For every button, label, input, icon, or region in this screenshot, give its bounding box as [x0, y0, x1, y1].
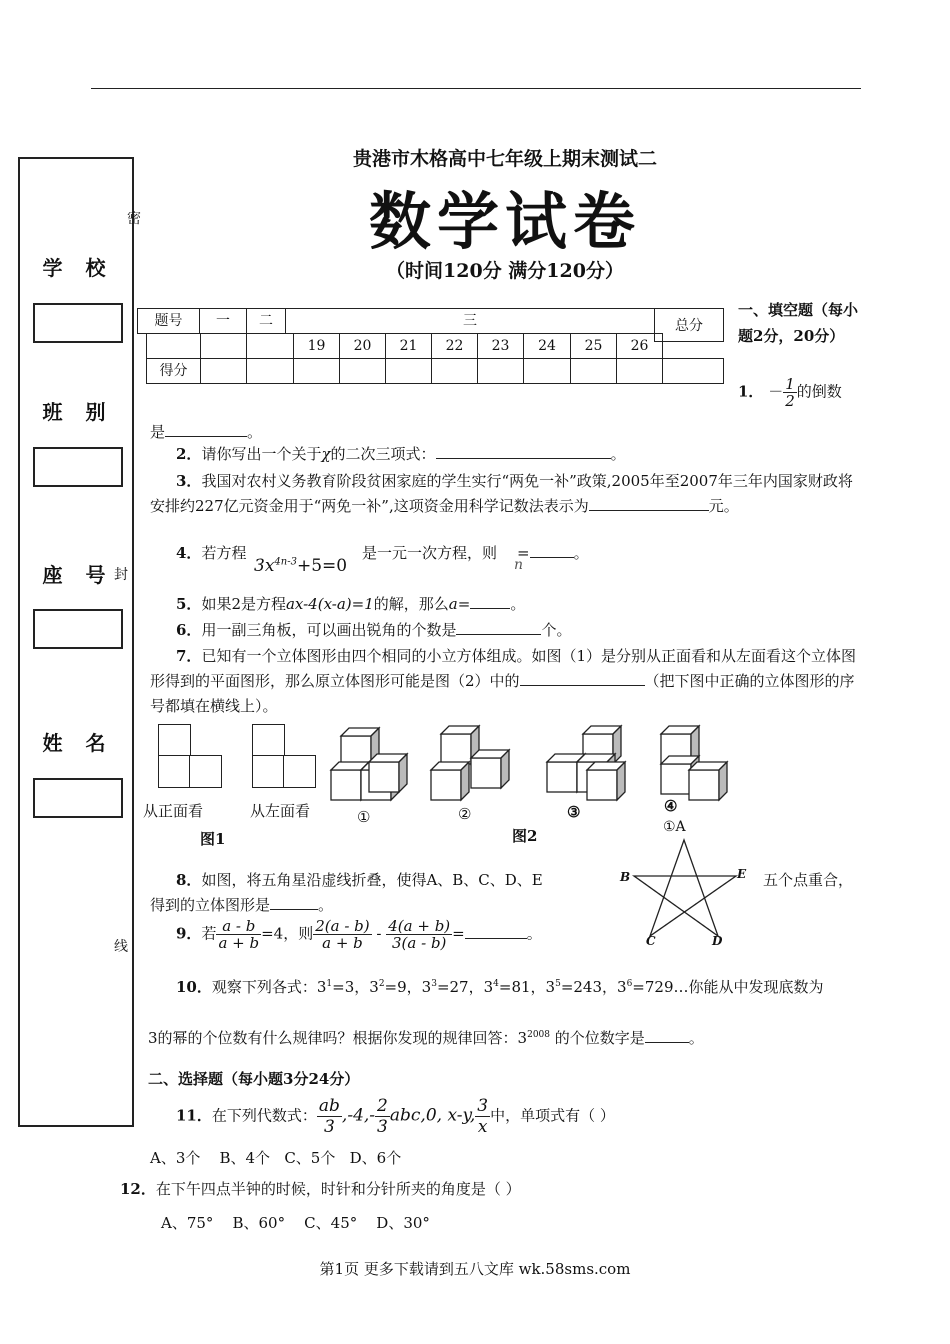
q4-eq-sign: =	[517, 544, 530, 562]
q5-var: a	[448, 595, 458, 613]
q9-f3-num: 4(a + b)	[388, 917, 451, 935]
header-section1: 一	[199, 308, 247, 334]
header-total: 总分	[654, 308, 724, 342]
number-25: 25	[570, 333, 617, 359]
view-square	[252, 755, 285, 788]
table-cell	[200, 333, 247, 359]
school-field[interactable]	[33, 303, 123, 343]
q4-number: 4．	[176, 544, 202, 562]
class-field[interactable]	[33, 447, 123, 487]
q10-exp-1: 1	[326, 979, 333, 989]
q11-f3-den: x	[477, 1117, 488, 1137]
number-21: 21	[385, 333, 432, 359]
q12-options[interactable]: A、75° B、60° C、45° D、30°	[161, 1214, 430, 1232]
option-3-shape[interactable]	[547, 726, 625, 800]
question-8-b	[150, 868, 862, 918]
q2-var: χ	[321, 445, 331, 463]
q5-end: 。	[510, 595, 526, 613]
score-cell[interactable]	[339, 358, 386, 384]
q7-number: 7．	[176, 647, 202, 665]
q12-number: 12．	[120, 1180, 156, 1198]
q11-mid2: abc,0, x-y,	[389, 1105, 476, 1126]
top-rule	[91, 88, 861, 89]
number-20: 20	[339, 333, 386, 359]
q6-end: 个。	[541, 621, 572, 639]
view-square	[158, 755, 191, 788]
score-cell[interactable]	[570, 358, 617, 384]
header-section3: 三	[285, 308, 655, 334]
q2-end: 。	[610, 445, 626, 463]
q1-number: 1．	[738, 382, 764, 401]
score-cell[interactable]	[616, 358, 663, 384]
q4-eq-base: 3x	[254, 556, 275, 576]
q10-exp-7: 2008	[527, 1030, 550, 1040]
q9-f3-den: 3(a - b)	[392, 934, 447, 952]
q7-text: 已知有一个立体图形由四个相同的小立方体组成。如图（1）是分别从正面看和从左面看这个立体图形得到的平面图形，那么原立体图形可能是图（2）中的	[150, 647, 856, 690]
q10-t1: =3，3	[332, 978, 379, 996]
front-view-caption: 从正面看	[143, 802, 204, 820]
q9-text2: =4，则	[261, 924, 314, 943]
star-label-d: D	[712, 934, 723, 948]
question-9	[176, 918, 542, 951]
number-19: 19	[293, 333, 340, 359]
q11-f2-den: 3	[377, 1117, 388, 1137]
figure2-caption: 图2	[512, 827, 538, 845]
q2-answer-blank[interactable]	[436, 444, 611, 459]
section1-title: 一、填空题（每小题2分，20分）	[738, 301, 859, 345]
question-2	[176, 442, 626, 467]
table-cell	[146, 333, 201, 359]
q5-text2: 的解，那么	[373, 595, 449, 613]
header-tihao: 题号	[137, 308, 200, 334]
option-4-shape[interactable]	[661, 726, 727, 800]
q5-eq-sign: =	[457, 595, 471, 613]
q10-t6: =729…你能从中发现底数为	[632, 978, 824, 996]
q10-text3: 的个位数字是	[550, 1029, 645, 1047]
q4-eq-rest: +5=0	[296, 556, 348, 576]
score-cell[interactable]	[477, 358, 524, 384]
q1-end: 。	[247, 423, 263, 441]
school-label: 学 校	[42, 256, 114, 280]
q4-answer-blank[interactable]	[530, 543, 574, 558]
left-view-caption: 从左面看	[250, 802, 311, 820]
q9-minus: -	[371, 924, 387, 943]
q10-t3: =27，3	[436, 978, 494, 996]
q9-end: 。	[526, 924, 542, 943]
option-2-label: ②	[458, 805, 472, 823]
question-10	[176, 972, 824, 1000]
q1-fraction	[783, 376, 797, 409]
q3-end: 元。	[708, 497, 739, 515]
view-square	[283, 755, 316, 788]
q9-number: 9．	[176, 924, 202, 943]
view-square	[158, 724, 191, 757]
q11-f1-num: ab	[318, 1096, 340, 1116]
q9-answer-blank[interactable]	[465, 924, 527, 939]
star-label-a: ①A	[663, 819, 686, 835]
q11-f1-den: 3	[323, 1117, 335, 1137]
q4-equation	[254, 556, 347, 576]
number-24: 24	[523, 333, 571, 359]
question-3	[150, 469, 862, 519]
q10-end: 。	[688, 1029, 704, 1047]
score-cell[interactable]	[523, 358, 571, 384]
q10-t2: =9，3	[384, 978, 432, 996]
q10-exp-6: 6	[626, 979, 633, 989]
q6-number: 6．	[176, 621, 202, 639]
q2-text2: 的二次三项式：	[330, 445, 436, 463]
score-cell[interactable]	[431, 358, 478, 384]
option-1-label: ①	[357, 808, 371, 826]
score-cell[interactable]	[200, 358, 247, 384]
q7-text2: （把下图中正确的立体图形的序号都填在横线上）。	[150, 672, 855, 715]
q1-text2: 是	[150, 423, 166, 441]
q9-f1-den: a + b	[218, 934, 260, 952]
name-field[interactable]	[33, 778, 123, 818]
q10-exp-5: 5	[555, 979, 561, 989]
q10-exp-3: 3	[431, 979, 437, 989]
number-23: 23	[477, 333, 524, 359]
q11-f2-num: 2	[377, 1096, 388, 1116]
q10-t5: =243，3	[560, 978, 627, 996]
question-12	[120, 1177, 521, 1202]
q12-text: 在下午四点半钟的时候，时针和分针所夹的角度是（ ）	[155, 1180, 521, 1198]
question-7	[150, 644, 862, 719]
table-cell	[246, 333, 294, 359]
view-square	[189, 755, 222, 788]
score-cell[interactable]	[385, 358, 432, 384]
subject-title: 数学试卷	[368, 185, 641, 258]
score-cell[interactable]	[246, 358, 294, 384]
q11-mid: ,-4,-	[341, 1105, 376, 1126]
q8-number: 8．	[176, 871, 202, 889]
question-4-b	[362, 541, 589, 566]
q9-fraction-3	[386, 918, 452, 951]
q1-text: 的倒数	[796, 382, 842, 401]
q8-end: 。	[318, 896, 334, 914]
seat-field[interactable]	[33, 609, 123, 649]
q3-number: 3．	[176, 472, 202, 490]
q11-number: 11．	[176, 1106, 212, 1125]
star-label-c: C	[646, 934, 656, 948]
q11-text: 在下列代数式：	[211, 1106, 317, 1125]
score-label: 得分	[146, 358, 201, 384]
option-2-shape[interactable]	[431, 726, 509, 800]
q2-number: 2．	[176, 445, 202, 463]
q11-fraction-1	[317, 1096, 342, 1137]
q5-text: 如果2是方程	[201, 595, 286, 613]
q1-minus: －	[768, 382, 784, 401]
page-footer: 第1页 更多下载请到五八文库 wk.58sms.com	[319, 1260, 631, 1278]
q11-options[interactable]: A、3个 B、4个 C、5个 D、6个	[150, 1149, 402, 1167]
score-cell-total[interactable]	[662, 358, 724, 384]
q8-text2: 五个点重合，得到的立体图形是	[150, 871, 854, 914]
school-title: 贵港市木格高中七年级上期末测试二	[352, 148, 657, 170]
seal-char-feng: 封	[114, 567, 128, 583]
q8-answer-blank[interactable]	[270, 895, 318, 910]
question-4	[176, 541, 246, 566]
q10-text2: 3的幂的个位数有什么规律吗？根据你发现的规律回答：3	[148, 1029, 528, 1047]
q10-t4: =81，3	[498, 978, 556, 996]
number-22: 22	[431, 333, 478, 359]
q11-text2: 中，单项式有（ ）	[490, 1106, 615, 1125]
q10-exp-4: 4	[493, 979, 499, 989]
q1-denominator: 2	[785, 392, 795, 410]
q7-answer-blank[interactable]	[520, 671, 645, 686]
q4-text2: 是一元一次方程，则	[362, 544, 498, 562]
q3-text: 我国对农村义务教育阶段贫困家庭的学生实行“两免一补”政策,2005年至2007年三年内国家财政将安排约227亿元资金用于“两免一补”,这项资金用科学记数法表示为	[150, 472, 853, 515]
cube-options-figure	[325, 718, 745, 810]
figure1-caption: 图1	[200, 830, 226, 848]
q1-answer-blank[interactable]	[165, 422, 247, 437]
q4-text: 若方程	[201, 544, 247, 562]
q9-f2-den: a + b	[322, 934, 363, 952]
q6-text: 用一副三角板，可以画出锐角的个数是	[201, 621, 457, 639]
q5-answer-blank[interactable]	[470, 594, 510, 609]
q9-f2-num: 2(a - b)	[315, 917, 370, 935]
q9-fraction-2	[313, 918, 371, 951]
q10-number: 10．	[176, 978, 212, 996]
q10-exp-2: 2	[378, 979, 385, 989]
question-1-head	[738, 376, 862, 409]
option-3-label: ③	[567, 803, 581, 821]
q5-number: 5．	[176, 595, 202, 613]
q9-f1-num: a - b	[216, 918, 261, 935]
question-5	[176, 592, 525, 617]
q2-text: 请你写出一个关于	[201, 445, 322, 463]
q1-numerator: 1	[785, 375, 795, 393]
seal-char-xian: 线	[114, 939, 128, 955]
q10-answer-blank[interactable]	[645, 1028, 689, 1043]
seal-char-mi: 密	[127, 211, 141, 227]
section2-title: 二、选择题（每小题3分24分）	[148, 1070, 360, 1088]
q11-f3-num: 3	[477, 1096, 489, 1116]
score-cell[interactable]	[293, 358, 340, 384]
time-info: （时间120分 满分120分）	[386, 260, 624, 282]
star-label-e: E	[737, 867, 747, 881]
option-1-shape[interactable]	[331, 728, 407, 800]
q9-text: 若	[201, 924, 217, 943]
view-square	[252, 724, 285, 757]
q3-answer-blank[interactable]	[589, 496, 709, 511]
q11-fraction-2	[375, 1096, 390, 1137]
q4-eq-exp: 4n-3	[274, 556, 297, 568]
star-label-b: B	[620, 870, 631, 884]
q5-equation: ax-4(x-a)=1	[285, 595, 374, 613]
q4-var-n: n	[514, 557, 524, 573]
q4-end: 。	[573, 544, 589, 562]
number-26: 26	[616, 333, 663, 359]
q11-fraction-3	[475, 1096, 490, 1137]
binding-edge	[132, 157, 134, 1127]
q10-text: 观察下列各式：3	[211, 978, 327, 996]
class-label: 班 别	[42, 400, 114, 424]
q9-fraction-1	[216, 918, 261, 951]
question-11	[176, 1096, 615, 1137]
q9-eq-sign: =	[452, 924, 465, 943]
name-label: 姓 名	[42, 731, 114, 755]
q6-answer-blank[interactable]	[456, 620, 541, 635]
seat-label: 座 号	[42, 563, 114, 587]
option-4-label: ④	[664, 797, 678, 815]
q8-text: 如图，将五角星沿虚线折叠，使得A、B、C、D、E	[201, 871, 543, 889]
question-10-b	[148, 1023, 704, 1051]
header-section2: 二	[246, 308, 286, 334]
question-6	[176, 618, 571, 643]
